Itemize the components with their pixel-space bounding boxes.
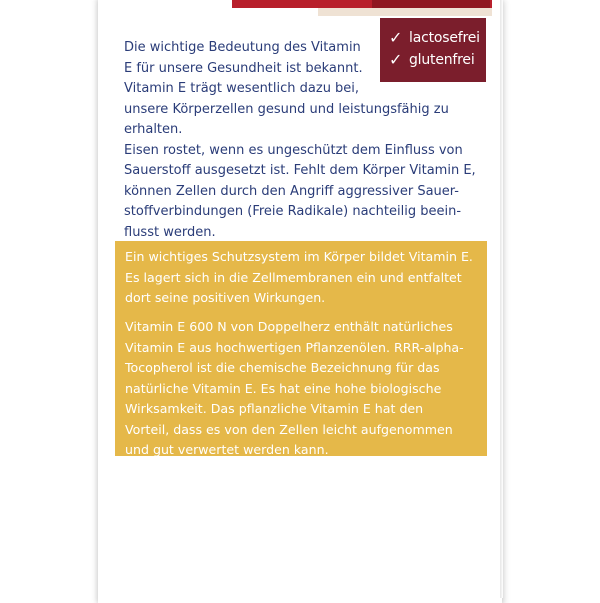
badge-item-gluten-free	[380, 49, 486, 71]
intro-paragraph-1-continued: unsere Körperzellen gesund und leistungsfähig zu erhalten.	[124, 101, 449, 137]
badge-label: lactosefrei	[409, 30, 480, 46]
intro-paragraph-2: Eisen rostet, wenn es ungeschützt dem Einfluss von Sauerstoff ausgesetzt ist. Fehlt dem Körper Vitamin E, können Zellen durch den Angriff aggressiver Sauer- stoffverbindungen (Freie Radikale) nachteilig beein- flusst werden.	[124, 142, 476, 240]
checkmark-icon: ✓	[389, 50, 403, 69]
highlight-panel	[115, 241, 487, 456]
dietary-badge	[380, 18, 486, 82]
badge-label: glutenfrei	[409, 52, 475, 68]
intro-paragraph-1: Die wichtige Bedeutung des Vitamin E für unsere Gesundheit ist bekannt. Vitamin E trägt wesentlich dazu bei,	[124, 40, 363, 96]
highlight-paragraph-2: Vitamin E 600 N von Doppelherz enthält natürliches Vitamin E aus hochwertigen Pflanzenölen. RRR-alpha- Tocopherol ist die chemische Bezeichnung für das natürliche Vitamin E. Es hat eine hohe biologische Wirksamkeit. Das pflanzliche Vitamin E hat den Vorteil, dass es von den Zellen leicht aufgenommen und gut verwertet werden kann.	[125, 319, 464, 457]
badge-item-lactose-free	[380, 27, 486, 49]
box-top-flap-print	[232, 0, 492, 16]
highlight-paragraph-1: Ein wichtiges Schutzsystem im Körper bildet Vitamin E. Es lagert sich in die Zellmembranen ein und entfaltet dort seine positiven Wirkungen.	[125, 249, 473, 305]
checkmark-icon: ✓	[389, 28, 403, 47]
box-edge	[500, 0, 503, 598]
